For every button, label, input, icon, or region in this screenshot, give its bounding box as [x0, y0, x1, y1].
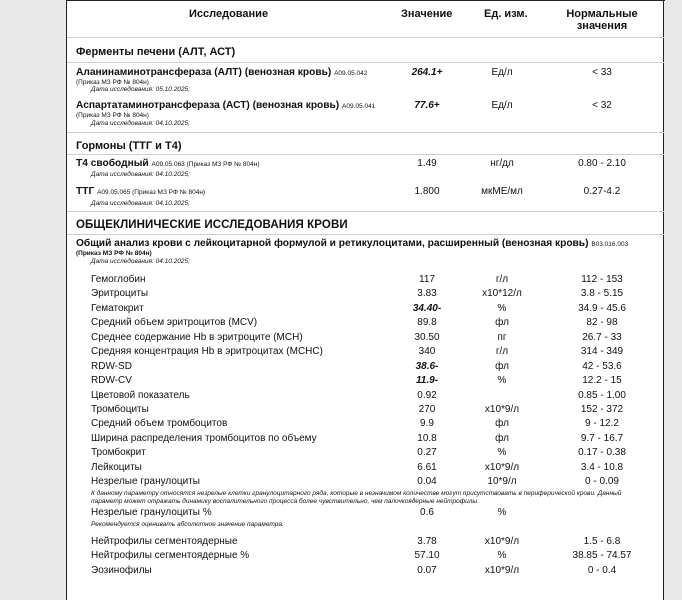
cbc-row-value: 270 — [418, 404, 436, 415]
ig-pct-note: Рекомендуется оценивать абсолютное значение параметра. — [91, 521, 284, 528]
cbc-row-norm: 112 - 153 — [581, 274, 623, 285]
cbc-row-name: RDW-CV — [91, 375, 132, 386]
cbc-row-name: Средний объем эритроцитов (MCV) — [91, 317, 258, 328]
cbc-row-unit: фл — [495, 433, 509, 444]
test-alt-unit: Ед/л — [491, 67, 513, 78]
test-ast-unit: Ед/л — [491, 100, 513, 111]
test-tsh-label: ТТГ — [76, 186, 95, 197]
test-alt-label: Аланинаминотрансфераза (АЛТ) (венозная кровь) — [76, 67, 332, 78]
cbc-row-name: Нейтрофилы сегментоядерные — [91, 536, 238, 547]
cbc-row-unit: x10*9/л — [484, 536, 520, 547]
test-tsh-norm: 0.27-4.2 — [583, 186, 621, 197]
test-t4-code: A09.05.063 (Приказ МЗ РФ № 804н) — [151, 161, 260, 168]
cbc-row-unit: фл — [495, 418, 509, 429]
test-t4-unit: нг/дл — [490, 158, 514, 169]
test-t4-value: 1.49 — [417, 158, 437, 169]
col-header-norm — [547, 8, 657, 32]
test-cbc-order: (Приказ МЗ РФ № 804н) — [76, 250, 152, 257]
cbc-row-norm: 3.4 - 10.8 — [580, 462, 624, 473]
test-tsh-name — [76, 186, 205, 197]
cbc-row-unit: % — [497, 375, 507, 386]
cbc-row-value: 3.78 — [417, 536, 437, 547]
test-ast-code: A09.05.041 — [342, 103, 376, 110]
test-ast-value: 77.6+ — [414, 100, 440, 111]
test-tsh-value: 1.800 — [414, 186, 440, 197]
cbc-row-value: 57.10 — [414, 550, 440, 561]
section-hormones: Гормоны (ТТГ и Т4) — [76, 140, 182, 152]
test-alt-date: Дата исследования: 05.10.2025; — [91, 86, 190, 93]
cbc-row-value: 0.27 — [417, 447, 437, 458]
cbc-row-value: 117 — [419, 274, 435, 285]
cbc-row-norm: 38.85 - 74.57 — [572, 550, 632, 561]
divider — [67, 62, 665, 63]
ig-note: К данному параметру относятся незрелые клетки гранулоцитарного ряда, которые в незначимом количестве могут присутствовать в периферической крови. Данный параметр может отражать динамику воспалительного процесса более чувствительно, чем палочкоядерные нейтрофилы. — [91, 490, 622, 505]
cbc-row-unit: фл — [495, 361, 509, 372]
cbc-row-unit: г/л — [495, 346, 509, 357]
cbc-row-name: Гематокрит — [91, 303, 144, 314]
cbc-row-value: 10.8 — [417, 433, 437, 444]
col-header-value: Значение — [401, 8, 453, 20]
col-header-unit: Ед. изм. — [484, 8, 528, 20]
cbc-row-name: Цветовой показатель — [91, 390, 190, 401]
cbc-row-value: 6.61 — [417, 462, 437, 473]
test-t4-label: Т4 свободный — [76, 158, 149, 169]
cbc-row-norm: 314 - 349 — [580, 346, 624, 357]
cbc-row-name: Средняя концентрация Hb в эритроцитах (MCHC) — [91, 346, 323, 357]
cbc-row-norm: 0 - 0.4 — [587, 565, 617, 576]
col-header-norm-line1: Нормальные — [566, 8, 638, 20]
cbc-row-unit: 10*9/л — [487, 476, 517, 487]
cbc-row-value: 0.04 — [417, 476, 437, 487]
cbc-row-norm: 0.17 - 0.38 — [578, 447, 626, 458]
cbc-row-unit: % — [497, 447, 507, 458]
cbc-row-name: Гемоглобин — [91, 274, 146, 285]
lab-report-page — [66, 0, 664, 600]
test-t4-norm: 0.80 - 2.10 — [578, 158, 626, 169]
divider — [67, 154, 665, 155]
col-header-norm-line2: значения — [576, 20, 628, 32]
section-blood: ОБЩЕКЛИНИЧЕСКИЕ ИССЛЕДОВАНИЯ КРОВИ — [76, 219, 348, 231]
cbc-row-name: Нейтрофилы сегментоядерные % — [91, 550, 250, 561]
cbc-row-name: Тромбоциты — [91, 404, 149, 415]
test-alt-name — [76, 67, 367, 78]
cbc-row-value: 30.50 — [414, 332, 440, 343]
cbc-row-value: 0.92 — [417, 390, 437, 401]
cbc-row-norm: 9.7 - 16.7 — [580, 433, 624, 444]
cbc-row-unit: x10*9/л — [484, 565, 520, 576]
divider — [67, 211, 665, 212]
test-ast-label: Аспартатаминотрансфераза (АСТ) (венозная кровь) — [76, 100, 340, 111]
top-border — [67, 0, 665, 1]
cbc-row-unit: фл — [495, 317, 509, 328]
cbc-row-name: Среднее содержание Hb в эритроците (MCH) — [91, 332, 303, 343]
cbc-row-value: 0.6 — [420, 507, 434, 518]
divider — [67, 37, 665, 38]
cbc-row-name: RDW-SD — [91, 361, 132, 372]
test-t4-name — [76, 158, 260, 169]
cbc-row-unit: x10*9/л — [484, 462, 520, 473]
cbc-row-norm: 34.9 - 45.6 — [578, 303, 626, 314]
test-ast-date: Дата исследования: 04.10.2025; — [91, 120, 190, 127]
cbc-row-name: Ширина распределения тромбоцитов по объему — [91, 433, 317, 444]
cbc-row-norm: 82 - 98 — [586, 317, 618, 328]
cbc-row-norm: 0.85 - 1.00 — [578, 390, 626, 401]
cbc-row-name: Лейкоциты — [91, 462, 142, 473]
cbc-row-name: Эозинофилы — [91, 565, 152, 576]
cbc-row-name: Эритроциты — [91, 288, 149, 299]
test-alt-norm: < 33 — [592, 67, 612, 78]
cbc-row-norm: 1.5 - 6.8 — [583, 536, 621, 547]
test-ast-norm: < 32 — [592, 100, 612, 111]
cbc-row-norm: 26.7 - 33 — [582, 332, 622, 343]
cbc-row-unit: x10*12/л — [482, 288, 522, 299]
test-cbc-code: B03.016.003 — [591, 241, 629, 248]
cbc-row-unit: г/л — [495, 274, 509, 285]
section-liver-enzymes: Ферменты печени (АЛТ, АСТ) — [76, 46, 236, 58]
cbc-row-name: Незрелые гранулоциты — [91, 476, 200, 487]
cbc-row-value: 11.9- — [415, 375, 439, 386]
test-t4-date: Дата исследования: 04.10.2025; — [91, 171, 190, 178]
test-cbc-name — [76, 238, 628, 249]
cbc-row-name: Средний объем тромбоцитов — [91, 418, 228, 429]
test-alt-code: A09.05.042 — [334, 70, 368, 77]
divider — [67, 234, 665, 235]
cbc-row-value: 9.9 — [420, 418, 434, 429]
cbc-row-value: 340 — [418, 346, 436, 357]
test-ast-order: (Приказ МЗ РФ № 804н) — [76, 112, 149, 119]
test-tsh-unit: мкМЕ/мл — [481, 186, 523, 197]
cbc-row-unit: % — [497, 303, 507, 314]
cbc-row-norm: 12.2 - 15 — [582, 375, 622, 386]
test-ast-name — [76, 100, 375, 111]
test-cbc-label: Общий анализ крови с лейкоцитарной формулой и ретикулоцитами, расширенный (венозная кровь) — [76, 238, 589, 249]
test-tsh-code: A09.05.065 (Приказ МЗ РФ № 804н) — [97, 189, 206, 196]
cbc-row-unit: пг — [497, 332, 507, 343]
cbc-row-norm: 42 - 53.6 — [582, 361, 622, 372]
cbc-row-unit: % — [497, 550, 507, 561]
cbc-row-unit: % — [497, 507, 507, 518]
cbc-row-name: Незрелые гранулоциты % — [91, 507, 212, 518]
test-tsh-date: Дата исследования: 04.10.2025; — [91, 200, 190, 207]
cbc-row-norm: 152 - 372 — [580, 404, 624, 415]
cbc-row-value: 34.40- — [412, 303, 442, 314]
test-alt-value: 264.1+ — [411, 67, 443, 78]
test-cbc-date: Дата исследования: 04.10.2025; — [91, 258, 190, 265]
test-alt-order: (Приказ МЗ РФ № 804н) — [76, 79, 149, 86]
cbc-row-value: 0.07 — [417, 565, 437, 576]
cbc-row-norm: 9 - 12.2 — [585, 418, 619, 429]
cbc-row-value: 89.8 — [417, 317, 437, 328]
divider — [67, 132, 665, 133]
col-header-study: Исследование — [189, 8, 269, 20]
cbc-row-value: 3.83 — [417, 288, 437, 299]
cbc-row-name: Тромбокрит — [91, 447, 146, 458]
cbc-row-norm: 3.8 - 5.15 — [580, 288, 624, 299]
cbc-row-norm: 0 - 0.09 — [585, 476, 619, 487]
cbc-row-unit: x10*9/л — [484, 404, 520, 415]
cbc-row-value: 38.6- — [415, 361, 439, 372]
